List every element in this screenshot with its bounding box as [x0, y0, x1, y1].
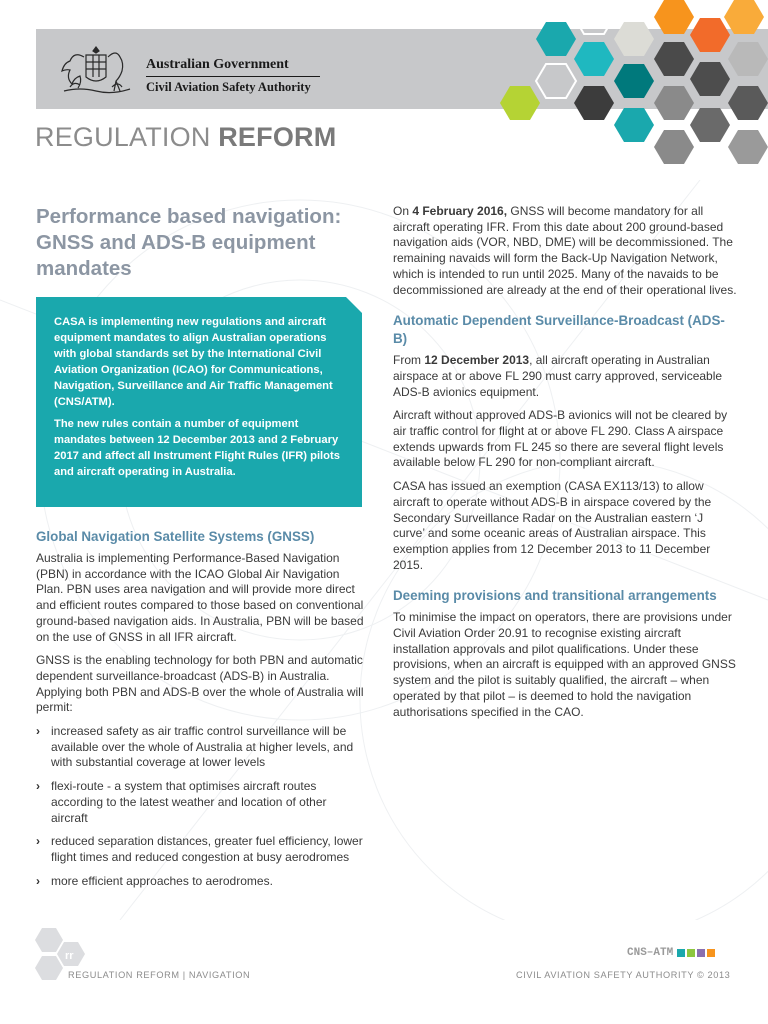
- body-paragraph: From 12 December 2013, all aircraft operating in Australian airspace at or above FL 290 must carry approved, serviceable ADS-B avionics equipment.: [393, 353, 723, 399]
- body-paragraph: To minimise the impact on operators, there are provisions under Civil Aviation Order 20.91 to recognise existing aircraft installation approvals and pilot qualifications. Under these provisions, when an aircraft is equipped with an approved GNSS system and the pilot is suitably qualified, the aircraft – when operated by that pilot – is deemed to hold the navigation authorisations specified in the CAO.: [393, 610, 736, 719]
- chevron-right-icon: ›: [36, 873, 40, 888]
- list-item: › increased safety as air traffic control surveillance will be available over the whole of Australia at higher levels, and with substantial coverage at lower levels: [36, 724, 354, 770]
- summary-paragraph: The new rules contain a number of equipment mandates between 12 December 2013 and 2 February 2017 and affect all Instrument Flight Rules (IFR) pilots and aircraft operating in Australia.: [54, 418, 340, 478]
- summary-box-corner-fold: [346, 297, 362, 313]
- logo-square: [677, 949, 685, 957]
- right-column: [393, 204, 738, 728]
- document-title: Performance based navigation: GNSS and ADS-B equipment mandates: [36, 205, 342, 280]
- coat-of-arms-icon: [56, 41, 136, 99]
- footer-copyright: CIVIL AVIATION SAFETY AUTHORITY © 2013: [516, 970, 731, 980]
- footer-section-label: REGULATION REFORM | NAVIGATION: [68, 970, 251, 980]
- chevron-right-icon: ›: [36, 834, 40, 849]
- section-heading-deeming: Deeming provisions and transitional arrangements: [393, 588, 717, 604]
- government-name: Australian Government: [146, 57, 289, 72]
- body-paragraph: GNSS is the enabling technology for both PBN and automatic dependent surveillance-broadcast (ADS-B) in Australia. Applying both PBN and ADS-B over the whole of Australia will permit:: [36, 653, 364, 715]
- agency-name: Civil Aviation Safety Authority: [146, 80, 311, 94]
- chevron-right-icon: ›: [36, 724, 40, 739]
- benefits-list: [36, 724, 366, 889]
- summary-paragraph: CASA is implementing new regulations and aircraft equipment mandates to align Australian operations with global standards set by the International Civil Aviation Organization (ICAO) for Communications, Navigation, Surveillance and Air Traffic Management (CNS/ATM).: [54, 316, 333, 408]
- list-item: › flexi-route - a system that optimises aircraft routes according to the latest weather and location of other aircraft: [36, 779, 327, 825]
- summary-box: [36, 297, 362, 507]
- list-item: › more efficient approaches to aerodromes.: [36, 873, 273, 888]
- logo-square: [687, 949, 695, 957]
- decorative-hexagon-cluster: [490, 0, 768, 180]
- header-divider: [146, 76, 320, 77]
- logo-square: [707, 949, 715, 957]
- chevron-right-icon: ›: [36, 779, 40, 794]
- series-title: REGULATION REFORM: [35, 122, 337, 152]
- cns-atm-logo-text: CNS–ATM: [627, 947, 674, 959]
- section-heading-adsb: Automatic Dependent Surveillance-Broadcast (ADS-B): [393, 313, 725, 347]
- body-paragraph: Aircraft without approved ADS-B avionics will not be cleared by air traffic control for flight at or above FL 290. Class A airspace extends upwards from FL 245 so there are several flight levels available below FL 290 for non-compliant aircraft.: [393, 408, 728, 470]
- cns-atm-logo: [627, 946, 717, 960]
- section-heading-gnss: Global Navigation Satellite Systems (GNSS): [36, 529, 315, 544]
- body-paragraph: Australia is implementing Performance-Based Navigation (PBN) in accordance with the ICAO Global Air Navigation Plan. PBN uses area navigation and will provide more direct and efficient routes compared to those based on conventional ground-based navigation aids. In Australia, PBN will be based on the use of GNSS in all IFR aircraft.: [36, 551, 364, 644]
- body-paragraph-2016-mandate: On 4 February 2016, GNSS will become mandatory for all aircraft operating IFR. From this date about 200 ground-based navigation aids (VOR, NBD, DME) will be decommissioned. The remaining navaids will form the Back-Up Navigation Network, which is intended to run until 2025. Many of the navaids to be decommissioned are already at the end of their operational lives.: [393, 204, 737, 297]
- svg-text:rr: rr: [65, 950, 74, 962]
- left-column: [36, 528, 366, 897]
- body-paragraph: CASA has issued an exemption (CASA EX113/13) to allow aircraft to operate without ADS-B in airspace covered by the Secondary Surveillance Radar on the Australian eastern ‘J curve’ and some oceanic areas of Australian airspace. This exemption applies from 12 December 2013 to 11 December 2015.: [393, 479, 712, 572]
- logo-square: [697, 949, 705, 957]
- list-item: › reduced separation distances, greater fuel efficiency, lower flight times and reduced congestion at busy aerodromes: [36, 834, 363, 864]
